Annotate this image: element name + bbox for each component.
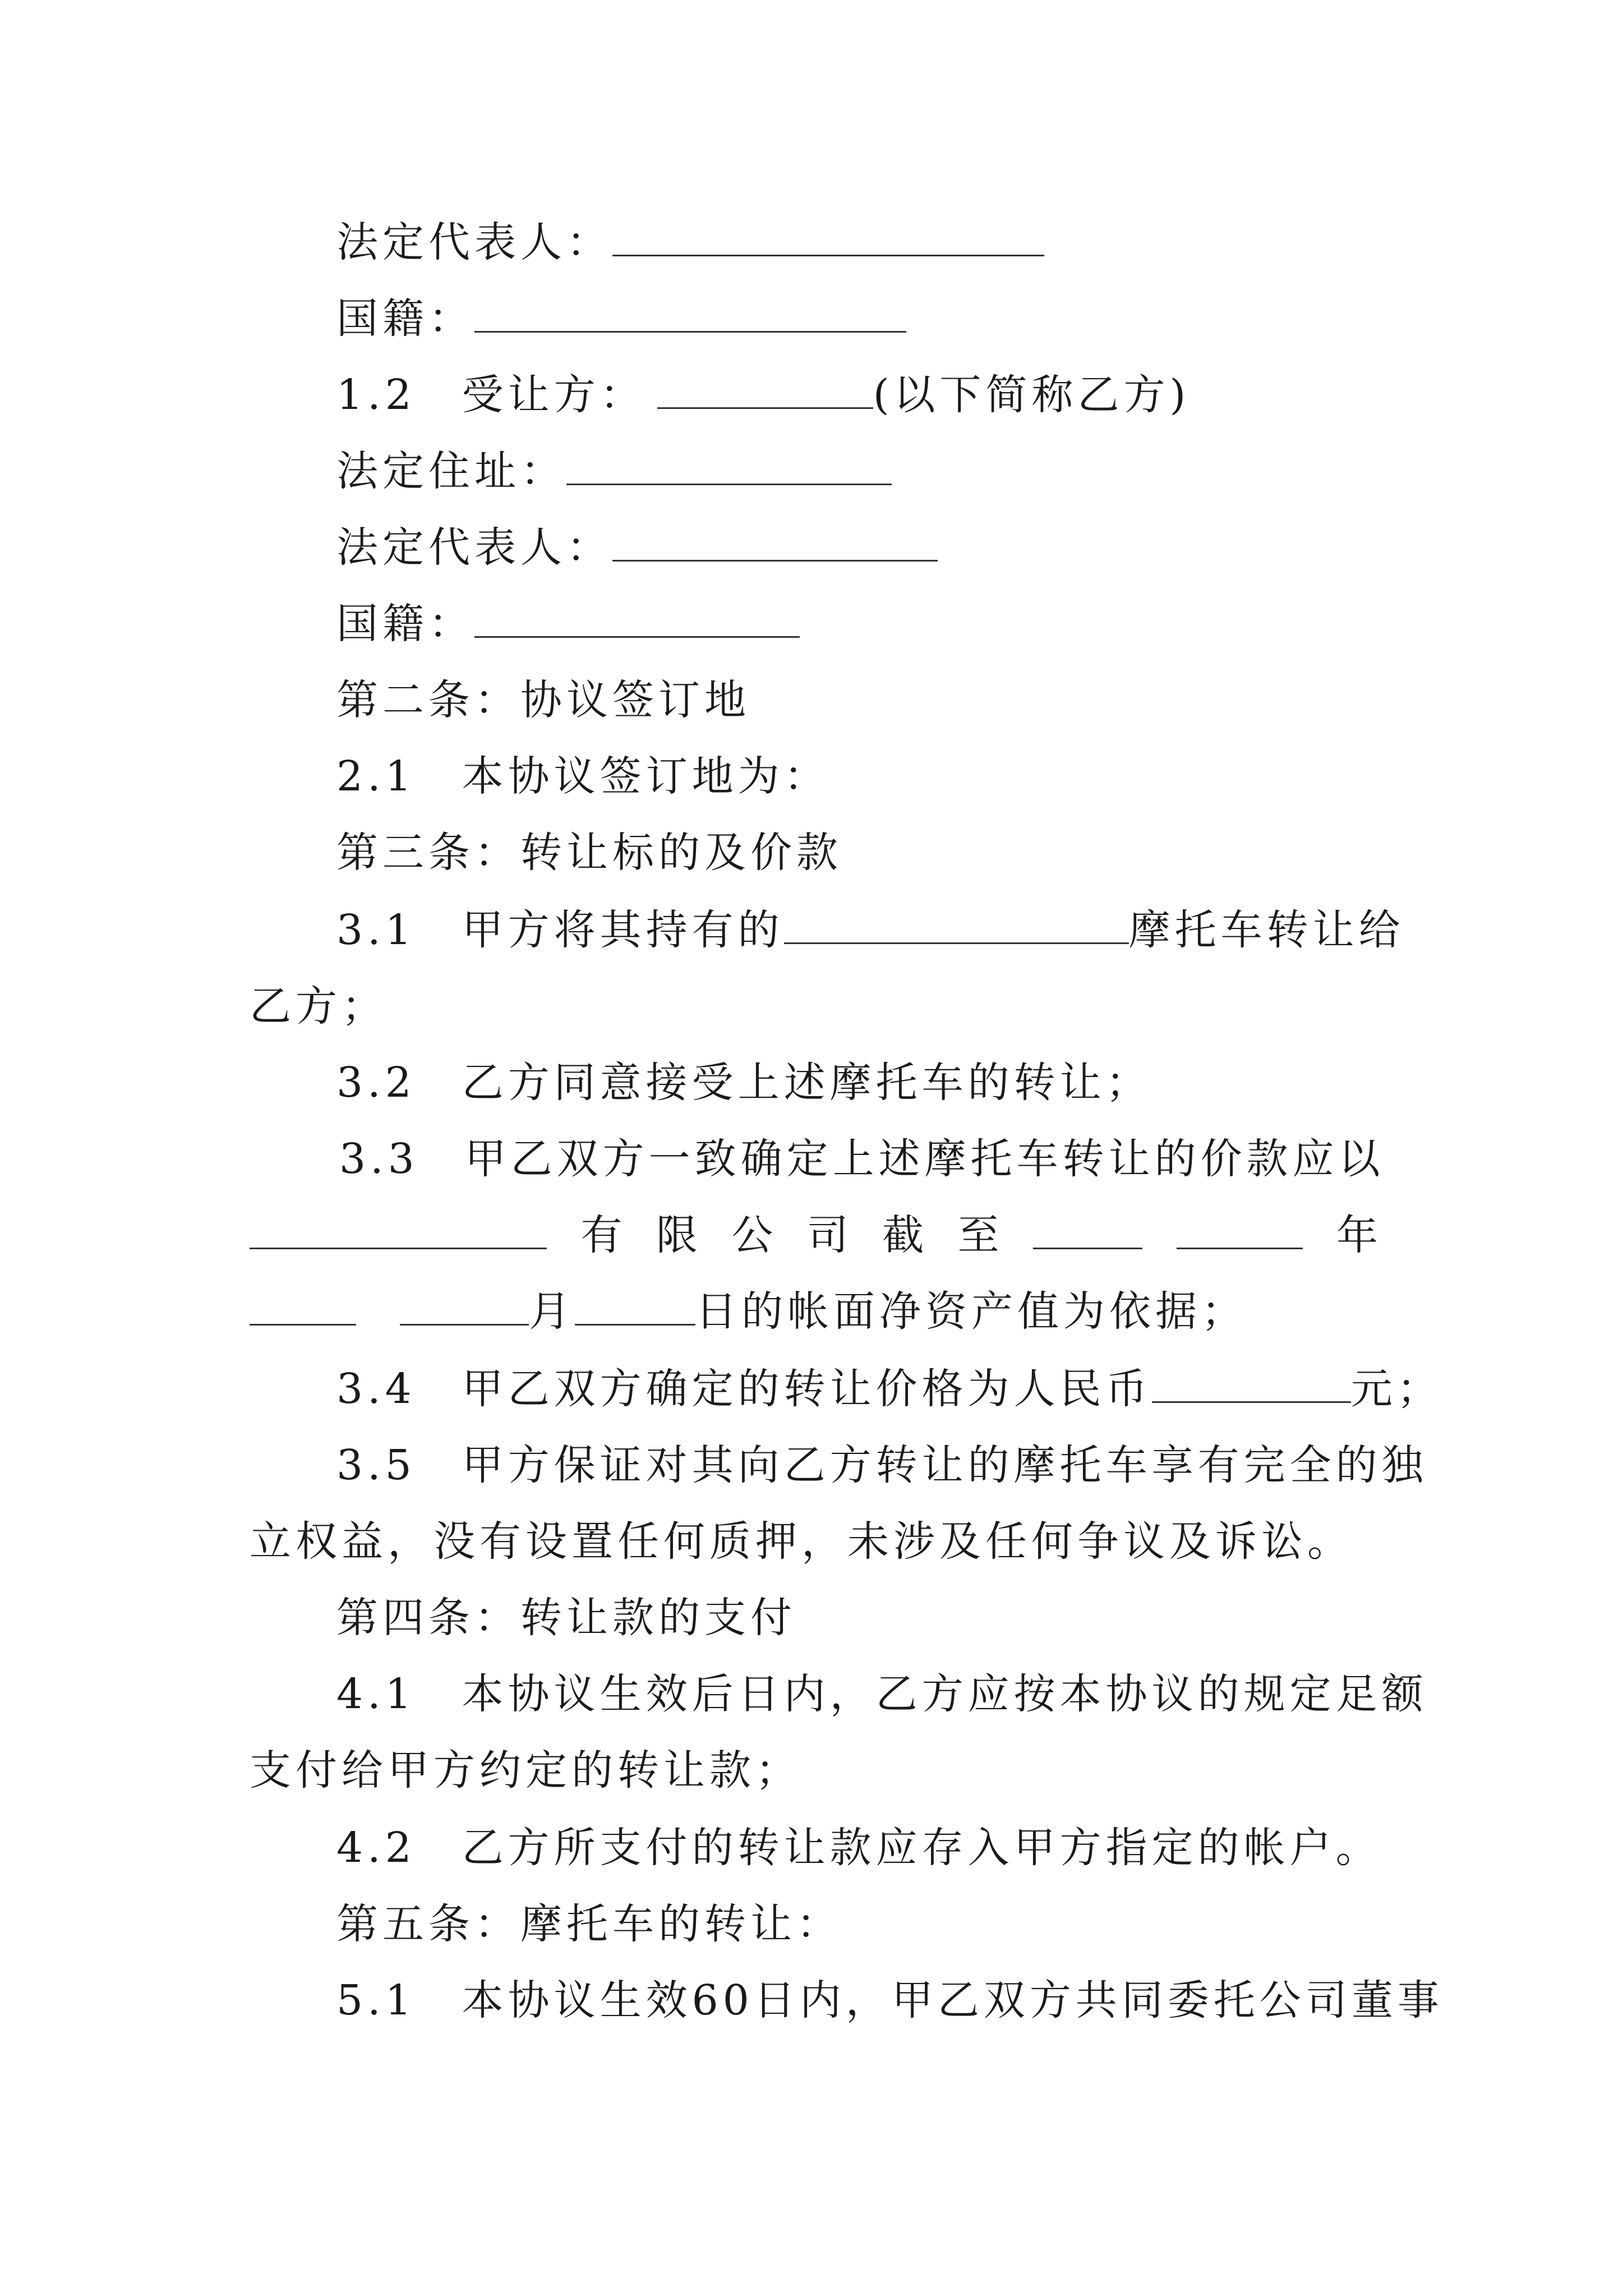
article-2-heading: 第二条：协议签订地: [336, 676, 750, 724]
company-char-2: 限: [656, 1211, 698, 1259]
article-4-heading: 第四条：转让款的支付: [336, 1594, 796, 1642]
buyer-nationality-label: 国籍：: [336, 600, 474, 648]
clause-3-1-blank: [784, 902, 1129, 944]
seller-legal-rep-label: 法定代表人：: [336, 218, 612, 266]
buyer-nationality-line: [336, 596, 800, 652]
clause-4-2: 4.2 乙方所支付的转让款应存入甲方指定的帐户。: [336, 1824, 1382, 1872]
clause-3-2: 3.2 乙方同意接受上述摩托车的转让；: [336, 1059, 1152, 1107]
seller-nationality-blank: [474, 291, 906, 333]
clause-3-4-end: 元；: [1350, 1365, 1443, 1413]
clause-3-1-line: [336, 902, 1405, 958]
year-blank-1: [1033, 1207, 1142, 1249]
year-label: 年: [1336, 1211, 1378, 1259]
buyer-nationality-blank: [474, 596, 800, 638]
clause-4-1: 4.1 本协议生效后日内，乙方应按本协议的规定足额: [336, 1670, 1428, 1718]
month-blank-1: [250, 1283, 356, 1326]
year-blank-2: [1177, 1207, 1303, 1249]
clause-4-1-continued: 支付给甲方约定的转让款；: [250, 1746, 801, 1795]
clause-3-1-end: 摩托车转让给: [1128, 906, 1405, 954]
buyer-address-blank: [566, 443, 892, 485]
article-5-heading: 第五条：摩托车的转让：: [336, 1900, 842, 1948]
clause-3-3-date-row: [250, 1283, 1247, 1340]
buyer-address-label: 法定住址：: [336, 447, 566, 495]
company-char-5: 截: [882, 1211, 924, 1259]
buyer-address-line: [336, 443, 892, 499]
seller-legal-rep-blank: [612, 214, 1044, 256]
clause-5-1: 5.1 本协议生效60日内，甲乙双方共同委托公司董事: [336, 1976, 1444, 2024]
article-3-heading: 第三条：转让标的及价款: [336, 829, 842, 877]
clause-3-5: 3.5 甲方保证对其向乙方转让的摩托车享有完全的独: [336, 1441, 1428, 1489]
transferee-abbrev: (以下简称乙方): [873, 371, 1191, 419]
clause-3-3: 3.3 甲乙双方一致确定上述摩托车转让的价款应以: [339, 1135, 1385, 1183]
transferee-line: [336, 367, 1190, 423]
clause-3-4-start: 3.4 甲乙双方确定的转让价格为人民币: [336, 1365, 1152, 1413]
day-blank: [575, 1283, 695, 1326]
month-blank-2: [400, 1283, 529, 1326]
buyer-legal-rep-blank: [612, 519, 938, 562]
price-blank: [1152, 1361, 1351, 1403]
seller-legal-rep-line: [336, 214, 1044, 270]
company-char-1: 有: [580, 1211, 623, 1259]
buyer-legal-rep-line: [336, 519, 938, 576]
clause-3-3-company-row: [250, 1207, 1378, 1263]
date-row-end: 日的帐面净资产值为依据；: [695, 1287, 1247, 1336]
seller-nationality-label: 国籍：: [336, 295, 474, 343]
clause-3-5-continued: 立权益，没有设置任何质押，未涉及任何争议及诉讼。: [250, 1517, 1353, 1566]
company-char-3: 公: [731, 1211, 773, 1259]
transferee-label: 1.2 受让方：: [336, 371, 646, 419]
buyer-legal-rep-label: 法定代表人：: [336, 523, 612, 572]
seller-nationality-line: [336, 291, 906, 347]
clause-3-1-continued: 乙方；: [250, 982, 388, 1030]
clause-3-4-line: [336, 1361, 1443, 1417]
company-name-blank: [250, 1207, 547, 1249]
company-char-6: 至: [957, 1211, 999, 1259]
clause-2-1: 2.1 本协议签订地为：: [336, 752, 830, 800]
clause-3-1-start: 3.1 甲方将其持有的: [336, 906, 784, 954]
transferee-blank: [657, 367, 873, 409]
company-char-4: 司: [806, 1211, 849, 1259]
month-label: 月: [529, 1287, 575, 1336]
